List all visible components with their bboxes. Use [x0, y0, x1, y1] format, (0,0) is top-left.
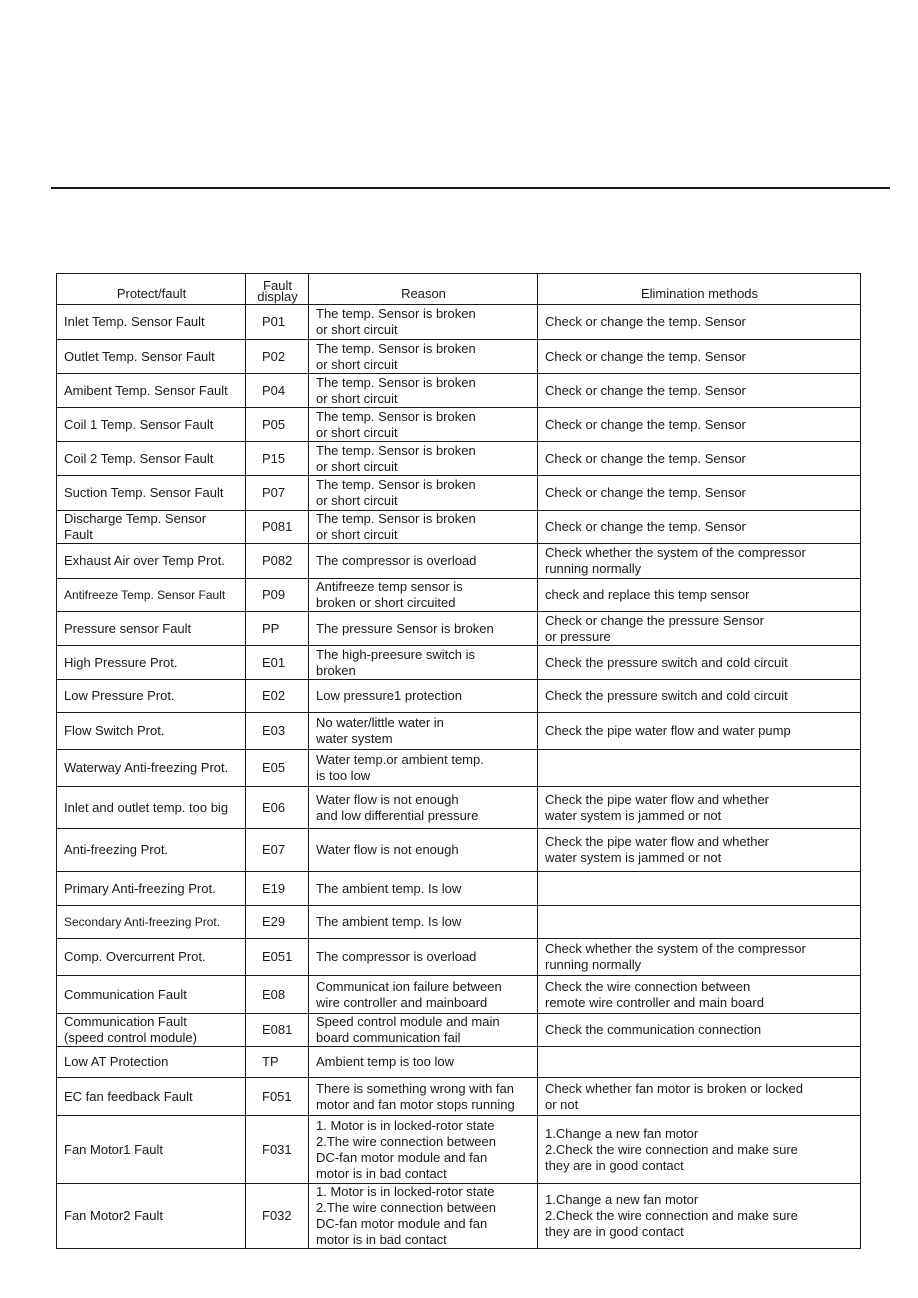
fault-name: Secondary Anti-freezing Prot. — [57, 906, 246, 939]
fault-name: Fan Motor1 Fault — [57, 1116, 246, 1184]
fault-reason: The temp. Sensor is broken or short circuit — [309, 374, 538, 408]
fault-code: E051 — [246, 939, 309, 976]
table-row — [57, 511, 861, 544]
fault-name: Anti-freezing Prot. — [57, 829, 246, 872]
table-row — [57, 442, 861, 476]
fault-elimination-method: Check the pipe water flow and whether water system is jammed or not — [538, 829, 861, 872]
fault-reason: The compressor is overload — [309, 939, 538, 976]
table-row — [57, 680, 861, 713]
fault-reason: The temp. Sensor is broken or short circuit — [309, 340, 538, 374]
table-row — [57, 544, 861, 579]
fault-elimination-method: 1.Change a new fan motor 2.Check the wire connection and make sure they are in good contact — [538, 1116, 861, 1184]
table-row — [57, 408, 861, 442]
fault-elimination-method — [538, 1047, 861, 1078]
fault-code: P07 — [246, 476, 309, 511]
fault-elimination-method: Check whether the system of the compressor running normally — [538, 544, 861, 579]
fault-elimination-method: Check or change the temp. Sensor — [538, 511, 861, 544]
fault-code: E081 — [246, 1014, 309, 1047]
table-row — [57, 1184, 861, 1249]
table-row — [57, 750, 861, 787]
fault-code: E02 — [246, 680, 309, 713]
fault-elimination-method — [538, 750, 861, 787]
fault-name: Primary Anti-freezing Prot. — [57, 872, 246, 906]
fault-name: Waterway Anti-freezing Prot. — [57, 750, 246, 787]
fault-elimination-method: Check the pipe water flow and whether water system is jammed or not — [538, 787, 861, 829]
fault-code: P081 — [246, 511, 309, 544]
fault-name: Communication Fault (speed control module) — [57, 1014, 246, 1047]
fault-elimination-method: Check the pressure switch and cold circuit — [538, 646, 861, 680]
fault-reason: Speed control module and main board communication fail — [309, 1014, 538, 1047]
fault-name: Antifreeze Temp. Sensor Fault — [57, 579, 246, 612]
fault-elimination-method: Check whether fan motor is broken or locked or not — [538, 1078, 861, 1116]
fault-elimination-method: Check or change the temp. Sensor — [538, 408, 861, 442]
table-row — [57, 787, 861, 829]
fault-name: High Pressure Prot. — [57, 646, 246, 680]
fault-reason: Water flow is not enough and low differential pressure — [309, 787, 538, 829]
fault-elimination-method: Check or change the temp. Sensor — [538, 442, 861, 476]
fault-reason: Water temp.or ambient temp. is too low — [309, 750, 538, 787]
table-row — [57, 374, 861, 408]
header-fault-display: Fault display — [246, 274, 309, 305]
fault-reason: The ambient temp. Is low — [309, 906, 538, 939]
table-row — [57, 1116, 861, 1184]
fault-reason: The temp. Sensor is broken or short circuit — [309, 511, 538, 544]
table-row — [57, 1078, 861, 1116]
table-row — [57, 713, 861, 750]
table-row — [57, 340, 861, 374]
table-header-row — [57, 274, 861, 305]
fault-reason: Low pressure1 protection — [309, 680, 538, 713]
fault-name: Inlet and outlet temp. too big — [57, 787, 246, 829]
fault-reason: Communicat ion failure between wire controller and mainboard — [309, 976, 538, 1014]
header-protect-fault: Protect/fault — [57, 274, 246, 305]
fault-name: Fan Motor2 Fault — [57, 1184, 246, 1249]
fault-name: Amibent Temp. Sensor Fault — [57, 374, 246, 408]
fault-name: Discharge Temp. Sensor Fault — [57, 511, 246, 544]
fault-name: Comp. Overcurrent Prot. — [57, 939, 246, 976]
fault-name: Low Pressure Prot. — [57, 680, 246, 713]
fault-elimination-method: Check the communication connection — [538, 1014, 861, 1047]
fault-elimination-method: 1.Change a new fan motor 2.Check the wire connection and make sure they are in good contact — [538, 1184, 861, 1249]
fault-name: Flow Switch Prot. — [57, 713, 246, 750]
fault-code: E19 — [246, 872, 309, 906]
header-elimination-methods: Elimination methods — [538, 274, 861, 305]
fault-reason: The high-preesure switch is broken — [309, 646, 538, 680]
fault-code: P02 — [246, 340, 309, 374]
table-row — [57, 646, 861, 680]
top-divider — [51, 187, 890, 189]
fault-name: Outlet Temp. Sensor Fault — [57, 340, 246, 374]
fault-name: Suction Temp. Sensor Fault — [57, 476, 246, 511]
table-row — [57, 976, 861, 1014]
fault-reason: No water/little water in water system — [309, 713, 538, 750]
fault-code: PP — [246, 612, 309, 646]
table-row — [57, 906, 861, 939]
fault-reason: Water flow is not enough — [309, 829, 538, 872]
fault-elimination-method — [538, 906, 861, 939]
fault-reason: The pressure Sensor is broken — [309, 612, 538, 646]
fault-code: E06 — [246, 787, 309, 829]
table-row — [57, 1047, 861, 1078]
table-row — [57, 305, 861, 340]
table-row — [57, 872, 861, 906]
fault-reason: There is something wrong with fan motor and fan motor stops running — [309, 1078, 538, 1116]
fault-code: E05 — [246, 750, 309, 787]
fault-name: Exhaust Air over Temp Prot. — [57, 544, 246, 579]
fault-elimination-method: Check or change the temp. Sensor — [538, 476, 861, 511]
fault-code: TP — [246, 1047, 309, 1078]
fault-elimination-method: Check the wire connection between remote wire controller and main board — [538, 976, 861, 1014]
fault-reason: Antifreeze temp sensor is broken or short circuited — [309, 579, 538, 612]
fault-reason: The temp. Sensor is broken or short circuit — [309, 442, 538, 476]
table-row — [57, 476, 861, 511]
fault-name: Coil 1 Temp. Sensor Fault — [57, 408, 246, 442]
header-reason: Reason — [309, 274, 538, 305]
fault-name: Pressure sensor Fault — [57, 612, 246, 646]
fault-elimination-method: Check or change the temp. Sensor — [538, 340, 861, 374]
fault-reason: The ambient temp. Is low — [309, 872, 538, 906]
fault-name: Communication Fault — [57, 976, 246, 1014]
fault-name: Low AT Protection — [57, 1047, 246, 1078]
fault-code: F032 — [246, 1184, 309, 1249]
fault-elimination-method: Check or change the pressure Sensor or pressure — [538, 612, 861, 646]
fault-elimination-method: Check the pipe water flow and water pump — [538, 713, 861, 750]
fault-elimination-method — [538, 872, 861, 906]
fault-reason: The temp. Sensor is broken or short circuit — [309, 408, 538, 442]
fault-code: P082 — [246, 544, 309, 579]
table-row — [57, 1014, 861, 1047]
fault-reason: The compressor is overload — [309, 544, 538, 579]
fault-code: P09 — [246, 579, 309, 612]
fault-name: Inlet Temp. Sensor Fault — [57, 305, 246, 340]
fault-name: Coil 2 Temp. Sensor Fault — [57, 442, 246, 476]
fault-reason: The temp. Sensor is broken or short circuit — [309, 476, 538, 511]
fault-reason: Ambient temp is too low — [309, 1047, 538, 1078]
table-row — [57, 939, 861, 976]
fault-elimination-method: Check or change the temp. Sensor — [538, 374, 861, 408]
fault-code: E01 — [246, 646, 309, 680]
table-row — [57, 829, 861, 872]
fault-code: F051 — [246, 1078, 309, 1116]
fault-elimination-method: check and replace this temp sensor — [538, 579, 861, 612]
fault-elimination-method: Check whether the system of the compressor running normally — [538, 939, 861, 976]
fault-code: E03 — [246, 713, 309, 750]
fault-name: EC fan feedback Fault — [57, 1078, 246, 1116]
fault-code: E08 — [246, 976, 309, 1014]
table-row — [57, 579, 861, 612]
fault-reason: 1. Motor is in locked-rotor state 2.The wire connection between DC-fan motor module and fan motor is in bad contact — [309, 1184, 538, 1249]
fault-code: P05 — [246, 408, 309, 442]
fault-reason: 1. Motor is in locked-rotor state 2.The wire connection between DC-fan motor module and fan motor is in bad contact — [309, 1116, 538, 1184]
fault-code: P01 — [246, 305, 309, 340]
fault-code: E29 — [246, 906, 309, 939]
table-row — [57, 612, 861, 646]
fault-table — [56, 273, 861, 1249]
fault-code: P15 — [246, 442, 309, 476]
fault-elimination-method: Check the pressure switch and cold circuit — [538, 680, 861, 713]
fault-code: E07 — [246, 829, 309, 872]
fault-code: F031 — [246, 1116, 309, 1184]
fault-code: P04 — [246, 374, 309, 408]
fault-elimination-method: Check or change the temp. Sensor — [538, 305, 861, 340]
fault-reason: The temp. Sensor is broken or short circuit — [309, 305, 538, 340]
